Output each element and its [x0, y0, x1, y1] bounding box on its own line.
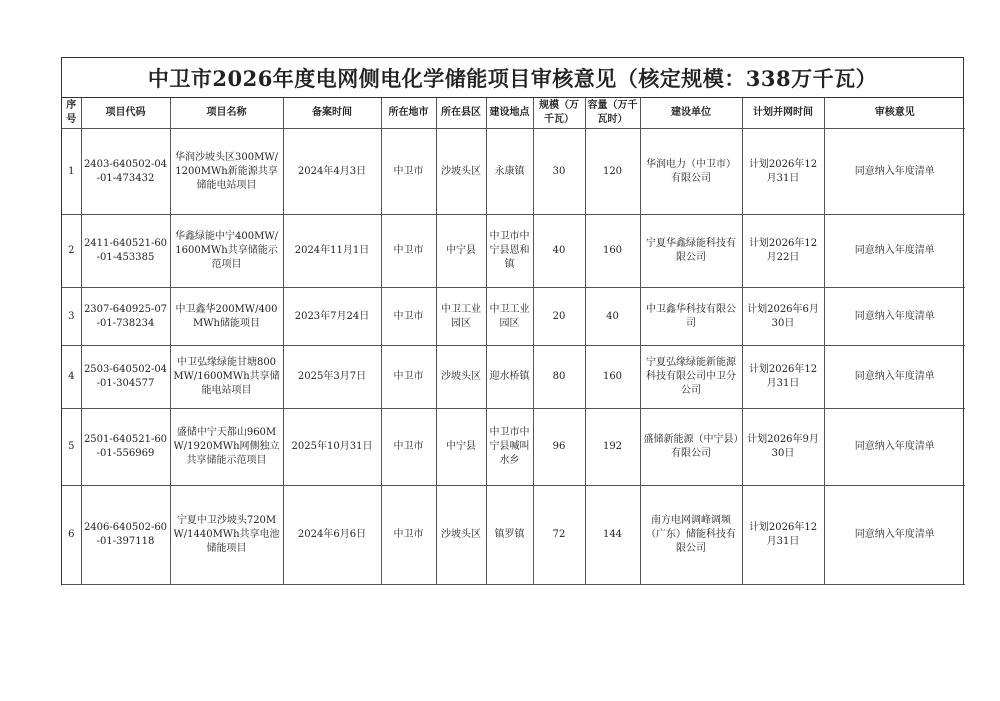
cell-county: 沙坡头区 — [436, 486, 486, 585]
col-header-opinion: 审核意见 — [824, 98, 965, 129]
cell-capacity: 120 — [585, 129, 640, 215]
cell-capacity: 144 — [585, 486, 640, 585]
table-row — [62, 288, 965, 346]
cell-code: 2307-640925-07-01-738234 — [81, 288, 170, 346]
cell-county: 中宁县 — [436, 409, 486, 486]
table-row — [62, 409, 965, 486]
cell-city: 中卫市 — [381, 346, 436, 409]
cell-site: 镇罗镇 — [486, 486, 533, 585]
projects-table — [62, 98, 965, 585]
cell-county: 沙坡头区 — [436, 129, 486, 215]
document-frame — [61, 57, 964, 585]
cell-filing-date: 2024年4月3日 — [283, 129, 381, 215]
cell-county: 中卫工业园区 — [436, 288, 486, 346]
cell-city: 中卫市 — [381, 486, 436, 585]
cell-scale: 80 — [533, 346, 585, 409]
cell-capacity: 40 — [585, 288, 640, 346]
cell-city: 中卫市 — [381, 409, 436, 486]
cell-site: 永康镇 — [486, 129, 533, 215]
cell-name: 盛储中宁天都山960MW/1920MWh网侧独立共享储能示范项目 — [170, 409, 283, 486]
cell-company: 中卫鑫华科技有限公司 — [640, 288, 742, 346]
cell-city: 中卫市 — [381, 129, 436, 215]
cell-capacity: 160 — [585, 346, 640, 409]
cell-filing-date: 2023年7月24日 — [283, 288, 381, 346]
cell-site: 迎水桥镇 — [486, 346, 533, 409]
cell-opinion: 同意纳入年度清单 — [824, 129, 965, 215]
cell-filing-date: 2025年3月7日 — [283, 346, 381, 409]
cell-code: 2406-640502-60-01-397118 — [81, 486, 170, 585]
cell-company: 宁夏华鑫绿能科技有限公司 — [640, 215, 742, 288]
cell-grid-date: 计划2026年12月31日 — [742, 346, 824, 409]
cell-opinion: 同意纳入年度清单 — [824, 346, 965, 409]
cell-scale: 30 — [533, 129, 585, 215]
cell-name: 中卫鑫华200MW/400MWh储能项目 — [170, 288, 283, 346]
cell-grid-date: 计划2026年6月30日 — [742, 288, 824, 346]
cell-site: 中卫工业园区 — [486, 288, 533, 346]
cell-scale: 40 — [533, 215, 585, 288]
cell-name: 华润沙坡头区300MW/1200MWh新能源共享储能电站项目 — [170, 129, 283, 215]
cell-opinion: 同意纳入年度清单 — [824, 486, 965, 585]
cell-site: 中卫市中宁县喊叫水乡 — [486, 409, 533, 486]
col-header-index: 序号 — [62, 98, 81, 129]
cell-name: 华鑫绿能中宁400MW/1600MWh共享储能示范项目 — [170, 215, 283, 288]
col-header-county: 所在县区 — [436, 98, 486, 129]
table-row — [62, 215, 965, 288]
cell-opinion: 同意纳入年度清单 — [824, 288, 965, 346]
cell-grid-date: 计划2026年9月30日 — [742, 409, 824, 486]
cell-site: 中卫市中宁县恩和镇 — [486, 215, 533, 288]
cell-capacity: 192 — [585, 409, 640, 486]
cell-company: 盛储新能源（中宁县）有限公司 — [640, 409, 742, 486]
col-header-capacity: 容量（万千瓦时） — [585, 98, 640, 129]
cell-code: 2403-640502-04-01-473432 — [81, 129, 170, 215]
cell-index: 6 — [62, 486, 81, 585]
cell-code: 2503-640502-04-01-304577 — [81, 346, 170, 409]
cell-company: 宁夏弘缘绿能新能源科技有限公司中卫分公司 — [640, 346, 742, 409]
cell-filing-date: 2024年6月6日 — [283, 486, 381, 585]
cell-index: 1 — [62, 129, 81, 215]
cell-index: 5 — [62, 409, 81, 486]
cell-grid-date: 计划2026年12月22日 — [742, 215, 824, 288]
col-header-scale: 规模（万千瓦） — [533, 98, 585, 129]
cell-scale: 20 — [533, 288, 585, 346]
cell-name: 宁夏中卫沙坡头720MW/1440MWh共享电池储能项目 — [170, 486, 283, 585]
col-header-name: 项目名称 — [170, 98, 283, 129]
cell-city: 中卫市 — [381, 288, 436, 346]
col-header-code: 项目代码 — [81, 98, 170, 129]
col-header-grid-date: 计划并网时间 — [742, 98, 824, 129]
cell-name: 中卫弘缘绿能甘塘800MW/1600MWh共享储能电站项目 — [170, 346, 283, 409]
table-row — [62, 129, 965, 215]
cell-filing-date: 2025年10月31日 — [283, 409, 381, 486]
table-row — [62, 346, 965, 409]
cell-grid-date: 计划2026年12月31日 — [742, 486, 824, 585]
cell-code: 2501-640521-60-01-556969 — [81, 409, 170, 486]
table-row — [62, 486, 965, 585]
cell-index: 2 — [62, 215, 81, 288]
cell-company: 南方电网调峰调频（广东）储能科技有限公司 — [640, 486, 742, 585]
cell-city: 中卫市 — [381, 215, 436, 288]
cell-code: 2411-640521-60-01-453385 — [81, 215, 170, 288]
col-header-filing-date: 备案时间 — [283, 98, 381, 129]
cell-opinion: 同意纳入年度清单 — [824, 215, 965, 288]
document-title: 中卫市2026年度电网侧电化学储能项目审核意见（核定规模：338万千瓦） — [62, 58, 963, 98]
cell-county: 沙坡头区 — [436, 346, 486, 409]
col-header-city: 所在地市 — [381, 98, 436, 129]
cell-county: 中宁县 — [436, 215, 486, 288]
cell-opinion: 同意纳入年度清单 — [824, 409, 965, 486]
col-header-site: 建设地点 — [486, 98, 533, 129]
cell-company: 华润电力（中卫市）有限公司 — [640, 129, 742, 215]
cell-filing-date: 2024年11月1日 — [283, 215, 381, 288]
cell-grid-date: 计划2026年12月31日 — [742, 129, 824, 215]
cell-index: 3 — [62, 288, 81, 346]
cell-scale: 72 — [533, 486, 585, 585]
header-row — [62, 98, 965, 129]
col-header-company: 建设单位 — [640, 98, 742, 129]
cell-index: 4 — [62, 346, 81, 409]
cell-scale: 96 — [533, 409, 585, 486]
cell-capacity: 160 — [585, 215, 640, 288]
